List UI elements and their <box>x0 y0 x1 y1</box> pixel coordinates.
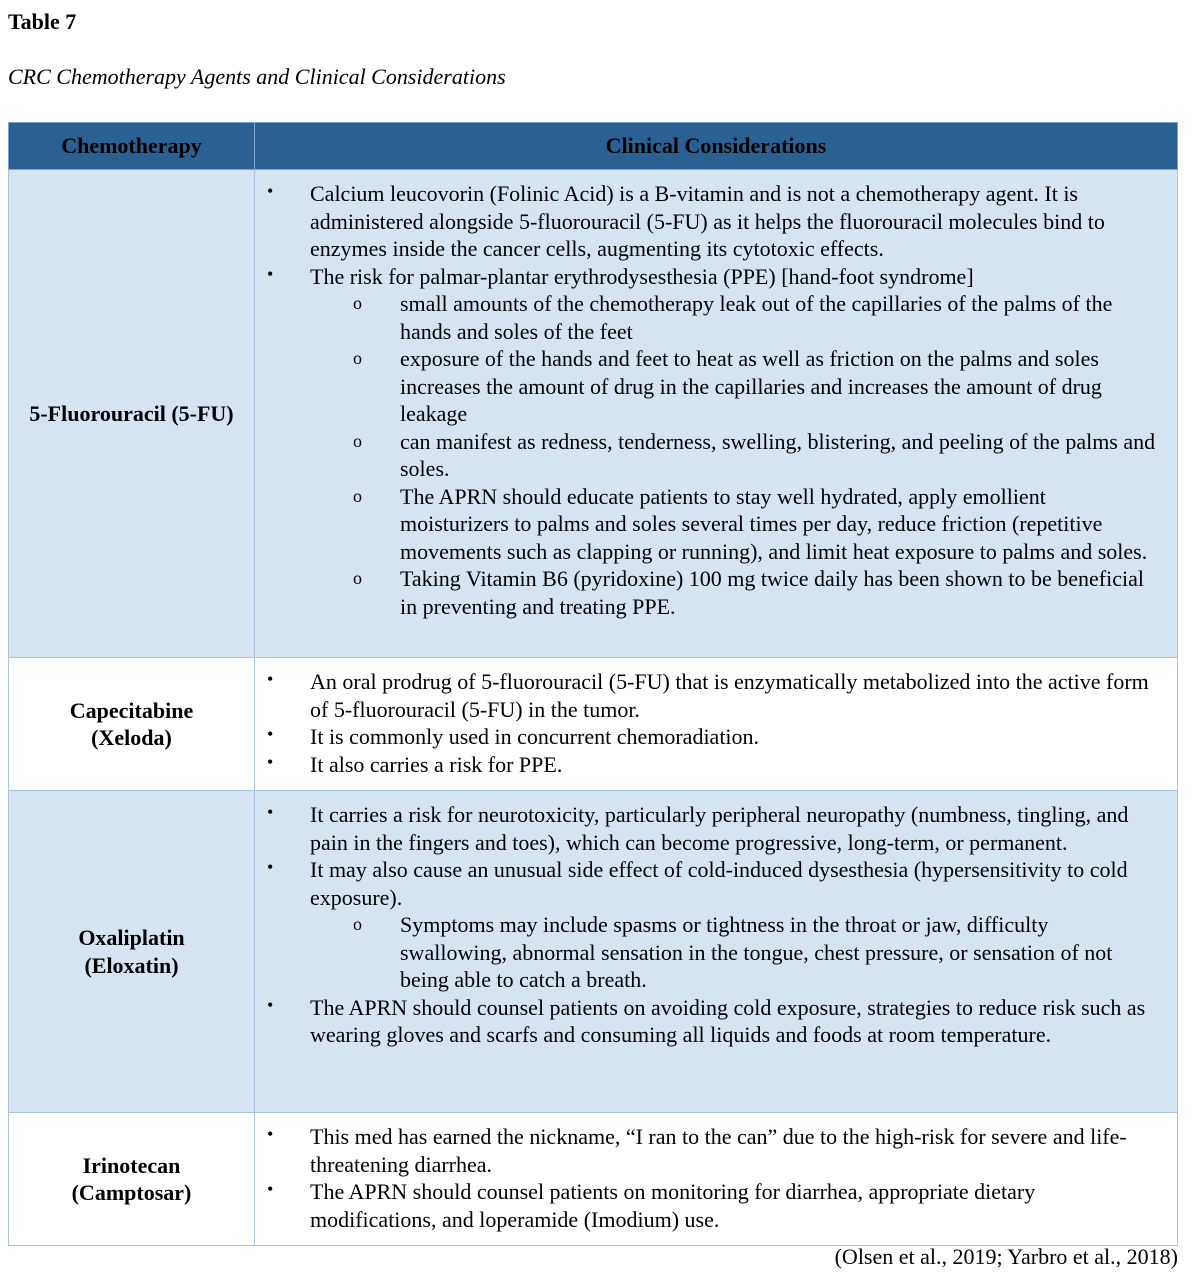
sub-list-item <box>255 483 1167 566</box>
sub-list-item <box>255 345 1167 428</box>
list-item-text: The APRN should counsel patients on monitoring for diarrhea, appropriate dietary modifications, and loperamide (Imodium) use. <box>310 1179 1036 1232</box>
list-item <box>255 751 1177 779</box>
list-item-text: It is commonly used in concurrent chemoradiation. <box>310 724 760 749</box>
bullet-list <box>255 1123 1177 1233</box>
drug-name: Irinotecan (Camptosar) <box>9 1113 255 1246</box>
bullet-icon: • <box>267 802 274 822</box>
list-item <box>255 723 1177 751</box>
list-item-text: The risk for palmar-plantar erythrodysesthesia (PPE) [hand-foot syndrome] <box>310 263 974 289</box>
sub-list-item <box>255 290 1167 345</box>
circle-bullet-icon: o <box>353 293 362 313</box>
clinical-considerations-cell <box>255 170 1178 658</box>
clinical-considerations-cell <box>255 791 1178 1113</box>
bullet-icon: • <box>267 724 274 744</box>
list-item <box>255 994 1177 1049</box>
sub-bullet-list <box>310 911 1167 994</box>
sub-list-item <box>255 428 1167 483</box>
bullet-icon: • <box>267 181 274 201</box>
sub-list-item-text: The APRN should educate patients to stay well hydrated, apply emollient moisturizers to palms and soles several times per day, reduce friction (repetitive movements such as clapping or running), and limit heat exposure to palms and soles. <box>400 483 1148 564</box>
list-item <box>255 668 1177 723</box>
bullet-icon: • <box>267 994 274 1015</box>
sub-list-item-text: exposure of the hands and feet to heat as well as friction on the palms and soles increases the amount of drug in the capillaries and increases the amount of drug leakage <box>400 346 1102 426</box>
list-item <box>255 801 1177 856</box>
sub-list-item-text: can manifest as redness, tenderness, swelling, blistering, and peeling of the palms and soles. <box>400 428 1156 481</box>
drug-name: 5-Fluorouracil (5-FU) <box>9 170 255 658</box>
sub-bullet-list <box>310 290 1167 620</box>
list-item <box>255 263 1177 621</box>
clinical-considerations-cell <box>255 658 1178 791</box>
sub-list-item-text: Symptoms may include spasms or tightness in the throat or jaw, difficulty swallowing, abnormal sensation in the tongue, chest pressure, or sensation of not being able to catch a breath. <box>400 912 1113 992</box>
list-item <box>255 856 1177 994</box>
list-item-text: This med has earned the nickname, “I ran to the can” due to the high-risk for severe and life-threatening diarrhea. <box>310 1124 1127 1177</box>
circle-bullet-icon: o <box>353 568 362 588</box>
bullet-list <box>255 180 1177 620</box>
table-row <box>9 791 1178 1113</box>
bullet-icon: • <box>267 857 274 877</box>
list-item-text: An oral prodrug of 5-fluorouracil (5-FU) that is enzymatically metabolized into the active form of 5-fluorouracil (5-FU) in the tumor. <box>310 669 1149 722</box>
list-item-text: It carries a risk for neurotoxicity, particularly peripheral neuropathy (numbness, tingling, and pain in the fingers and toes), which can become progressive, long-term, or permanent. <box>310 802 1129 855</box>
list-item-text: Calcium leucovorin (Folinic Acid) is a B-vitamin and is not a chemotherapy agent. It is administered alongside 5-fluorouracil (5-FU) as it helps the fluorouracil molecules bind to enzymes inside the cancer cells, augmenting its cytotoxic effects. <box>310 181 1105 261</box>
sub-list-item <box>255 911 1167 994</box>
table-row <box>9 170 1178 658</box>
citation: (Olsen et al., 2019; Yarbro et al., 2018) <box>834 1244 1178 1269</box>
bullet-icon: • <box>267 669 274 689</box>
table-label: Table 7 <box>8 9 77 34</box>
sub-list-item <box>255 565 1167 620</box>
bullet-icon: • <box>267 1179 274 1199</box>
bullet-list <box>255 668 1177 778</box>
circle-bullet-icon: o <box>353 430 362 451</box>
drug-name: Capecitabine (Xeloda) <box>9 658 255 791</box>
list-item-text: It also carries a risk for PPE. <box>310 751 563 777</box>
list-item-text: The APRN should counsel patients on avoiding cold exposure, strategies to reduce risk such as wearing gloves and scarfs and consuming all liquids and foods at room temperature. <box>310 994 1146 1047</box>
table-caption: CRC Chemotherapy Agents and Clinical Considerations <box>8 64 506 89</box>
bullet-list <box>255 801 1177 1049</box>
table-row <box>9 1113 1178 1246</box>
list-item-text: It may also cause an unusual side effect of cold-induced dysesthesia (hypersensitivity to cold exposure). <box>310 857 1128 910</box>
circle-bullet-icon: o <box>353 348 362 368</box>
sub-list-item-text: small amounts of the chemotherapy leak out of the capillaries of the palms of the hands and soles of the feet <box>400 291 1113 344</box>
bullet-icon: • <box>267 1124 274 1144</box>
header-chemotherapy: Chemotherapy <box>9 123 255 170</box>
chemotherapy-table <box>8 122 1178 1246</box>
sub-list-item-text: Taking Vitamin B6 (pyridoxine) 100 mg twice daily has been shown to be beneficial in preventing and treating PPE. <box>400 566 1144 619</box>
table-row <box>9 658 1178 791</box>
table-header-row <box>9 123 1178 170</box>
drug-name: Oxaliplatin (Eloxatin) <box>9 791 255 1113</box>
header-clinical-considerations: Clinical Considerations <box>255 123 1178 170</box>
circle-bullet-icon: o <box>353 485 362 506</box>
list-item <box>255 1123 1177 1178</box>
list-item <box>255 1178 1177 1233</box>
circle-bullet-icon: o <box>353 914 362 934</box>
bullet-icon: • <box>267 263 274 284</box>
clinical-considerations-cell <box>255 1113 1178 1246</box>
bullet-icon: • <box>267 751 274 772</box>
list-item <box>255 180 1177 263</box>
